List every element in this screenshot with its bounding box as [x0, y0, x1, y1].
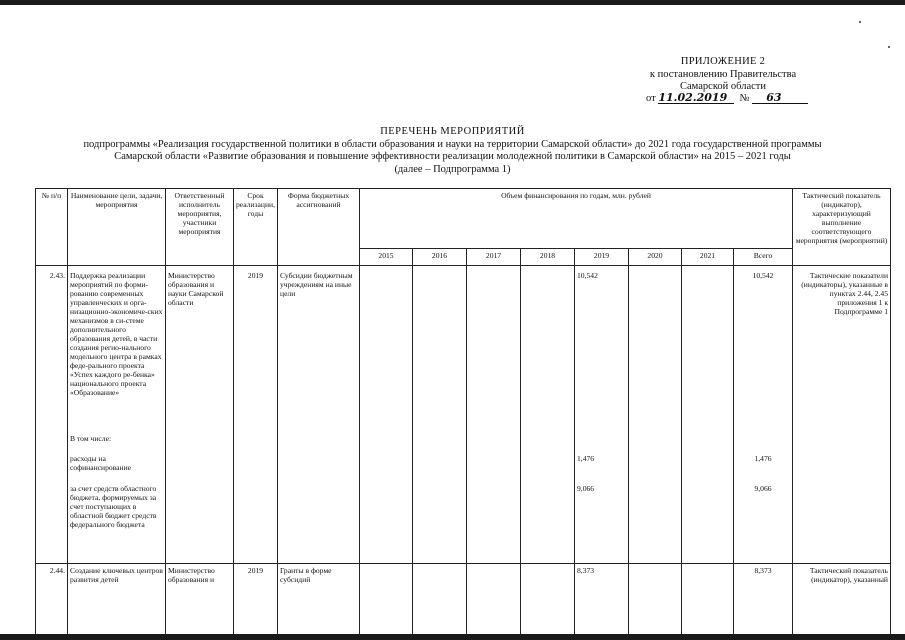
header-num: № п/п: [36, 189, 68, 266]
row-total: 10,542: [734, 266, 793, 432]
header-funding: Объем финансирования по годам, млн. рублей: [360, 189, 793, 249]
number-handwritten: 63: [766, 91, 782, 104]
row-name: Поддержка реализации мероприятий по форми-рованию современных управленческих и орга-низационно-экономиче-ских механизмов в си-стеме дополнительного образования детей, в части создания регио-нального модельного центра в рамках феде-рального проекта «Успех каждого ре-бенка» национального проекта «Образование»: [68, 266, 166, 432]
year-2016: 2016: [413, 249, 467, 266]
appendix-date-line: [646, 91, 808, 104]
header-form: Форма бюджетных ассигнований: [278, 189, 360, 266]
row-indicator: Тактический показатель (индикатор), указанный: [793, 564, 891, 635]
title-line1: ПЕРЕЧЕНЬ МЕРОПРИЯТИЙ: [380, 126, 525, 137]
year-total: Всего: [734, 249, 793, 266]
year-2021: 2021: [682, 249, 734, 266]
row-executor: Министерство образования и: [166, 564, 234, 635]
header-row: [36, 189, 891, 249]
table-row: [36, 564, 891, 635]
scan-speck: [859, 21, 861, 23]
measures-table: [35, 188, 891, 634]
header-indicator: Тактический показатель (индикатор), характеризующий выполнение соответствующего мероприятия (мероприятий): [793, 189, 891, 266]
year-2017: 2017: [467, 249, 521, 266]
scan-edge-bottom: [0, 634, 905, 640]
number-prefix: №: [739, 93, 750, 104]
row-total: 1,476: [734, 452, 793, 482]
appendix-line2: Самарской области: [680, 81, 766, 92]
scan-edge-top: [0, 0, 905, 5]
row-name: расходы на софинансирование: [68, 452, 166, 482]
appendix-line1: к постановлению Правительства: [649, 68, 797, 80]
row-num: 2.43.: [36, 266, 68, 432]
title-line4: (далее – Подпрограмма 1): [394, 163, 511, 175]
date-prefix: от: [646, 93, 656, 104]
row-term: 2019: [234, 564, 278, 635]
row-executor: Министерство образования и науки Самарской области: [166, 266, 234, 432]
scan-speck: [888, 46, 890, 48]
year-2018: 2018: [521, 249, 575, 266]
year-2015: 2015: [360, 249, 413, 266]
appendix-title: ПРИЛОЖЕНИЕ 2: [680, 56, 766, 67]
row-total: 8,373: [734, 564, 793, 635]
row-num: 2.44.: [36, 564, 68, 635]
table-row: [36, 266, 891, 432]
row-indicator: Тактические показатели (индикаторы), указанные в пунктах 2.44, 2.45 приложения 1 к Подпрограмме 1: [793, 266, 891, 432]
row-form: Субсидии бюджетным учреждениям на иные цели: [278, 266, 360, 432]
table-row: [36, 482, 891, 564]
header-term: Срок реализации, годы: [234, 189, 278, 266]
row-y2019: 1,476: [575, 452, 629, 482]
date-underline: [658, 91, 734, 104]
title-line2: подпрограммы «Реализация государственной политики в области образования и науки на территории Самарской области» до 2021 года государственной программы: [83, 138, 822, 150]
row-term: 2019: [234, 266, 278, 432]
title-line3: Самарской области «Развитие образования и повышение эффективности реализации молодежной политики в Самарской области» на 2015 – 2021 годы: [114, 151, 791, 162]
row-y2019: 8,373: [575, 564, 629, 635]
row-form: Гранты в форме субсидий: [278, 564, 360, 635]
appendix-block: [628, 56, 818, 94]
row-total: 9,066: [734, 482, 793, 564]
table-row: [36, 452, 891, 482]
row-name: В том числе:: [68, 432, 166, 452]
row-name: за счет средств областного бюджета, формируемых за счет поступающих в областной бюджет средств федерального бюджета: [68, 482, 166, 564]
date-handwritten: 11.02.2019: [658, 91, 728, 104]
row-y2019: 10,542: [575, 266, 629, 432]
number-underline: [752, 91, 808, 104]
header-name: Наименование цели, задачи, мероприятия: [68, 189, 166, 266]
table-row: [36, 432, 891, 452]
document-title: [40, 126, 865, 176]
row-name: Создание ключевых центров развития детей: [68, 564, 166, 635]
header-executor: Ответственный исполнитель мероприятия, участники мероприятия: [166, 189, 234, 266]
year-2020: 2020: [629, 249, 682, 266]
year-2019: 2019: [575, 249, 629, 266]
row-y2019: 9,066: [575, 482, 629, 564]
